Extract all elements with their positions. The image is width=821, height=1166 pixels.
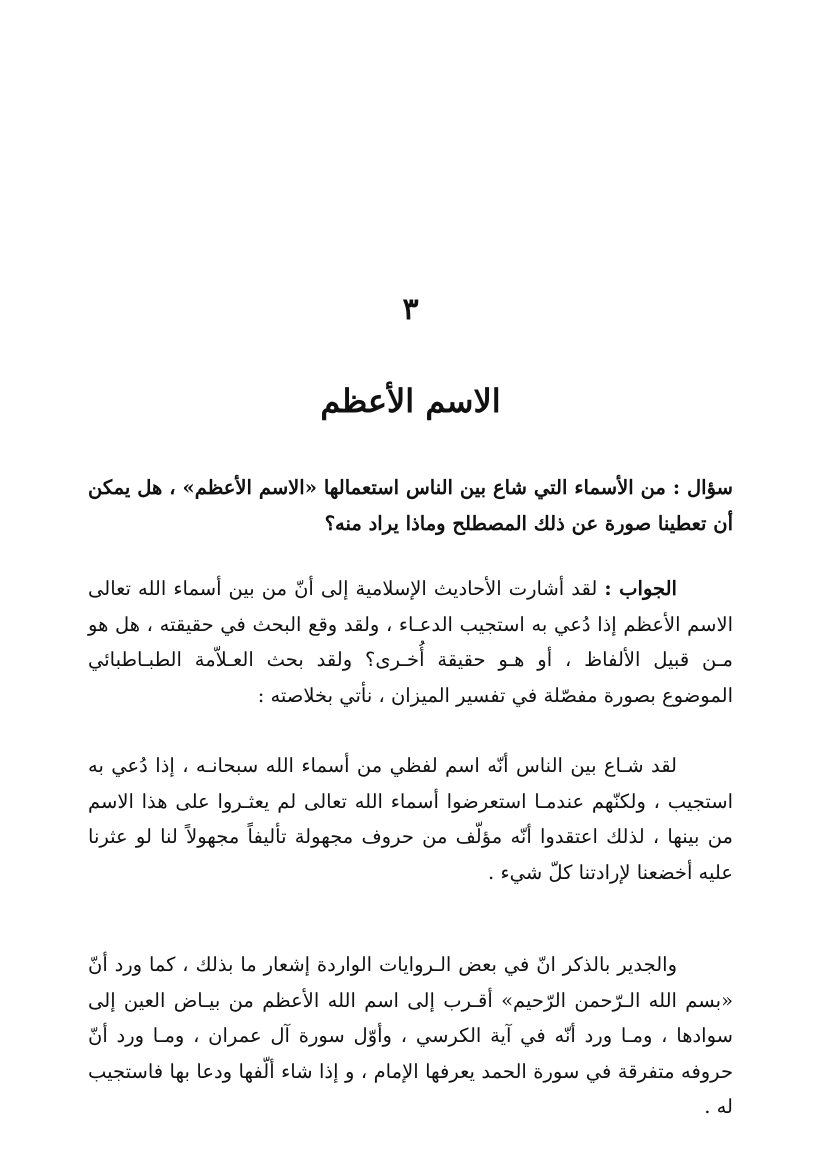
body-paragraph-3: والجدير بالذكر انّ في بعض الـروايات الواردة إشعار ما بذلك ، كما ورد أنّ «بسم الله الـرّحمن الرّحيم» أقـرب إلى اسم الله الأعظم من بيـاض العين إلى سوادها ، ومـا ورد أنّه في آية الكرسي ، وأوّل سورة آل عمران ، ومـا ورد أنّ حروفه متفرقة في سورة الحمد يعرفها الإمام ، و إذا شاء ألّفها ودعا بها فاستجيب له .	[88, 953, 733, 1118]
question-paragraph: سؤال : من الأسماء التي شاع بين الناس استعمالها «الاسم الأعظم» ، هل يمكن أن تعطينا صورة عن ذلك المصطلح وماذا يراد منه؟	[88, 476, 733, 535]
chapter-number: ٣	[402, 292, 419, 327]
answer-paragraph	[88, 571, 733, 713]
answer-lead: الجواب :	[604, 577, 677, 600]
answer-text: لقد أشارت الأحاديث الإسلامية إلى أنّ من بين أسماء الله تعالى الاسم الأعظم إذا دُعي به استجيب الدعـاء ، ولقد وقع البحث في حقيقته ، هل هو مـن قبيل الألفاظ ، أو هـو حقيقة أُخـرى؟ ولقد بحث العـلاّمة الطبـاطبائي الموضوع بصورة مفصّلة في تفسير الميزان ، نأتي بخلاصته :	[88, 577, 733, 707]
body-paragraph-2: لقد شـاع بين الناس أنّه اسم لفظي من أسماء الله سبحانـه ، إذا دُعي به استجيب ، ولكنّهم عندمـا استعرضوا أسماء الله تعالى لم يعثـروا على هذا الاسم من بينها ، لذلك اعتقدوا أنّه مؤلّف من حروف مجهولة تأليفاً مجهولاً لنا لو عثرنا عليه أخضعنا لإرادتنا كلّ شيء .	[88, 754, 733, 884]
chapter-title: الاسم الأعظم	[320, 382, 501, 420]
